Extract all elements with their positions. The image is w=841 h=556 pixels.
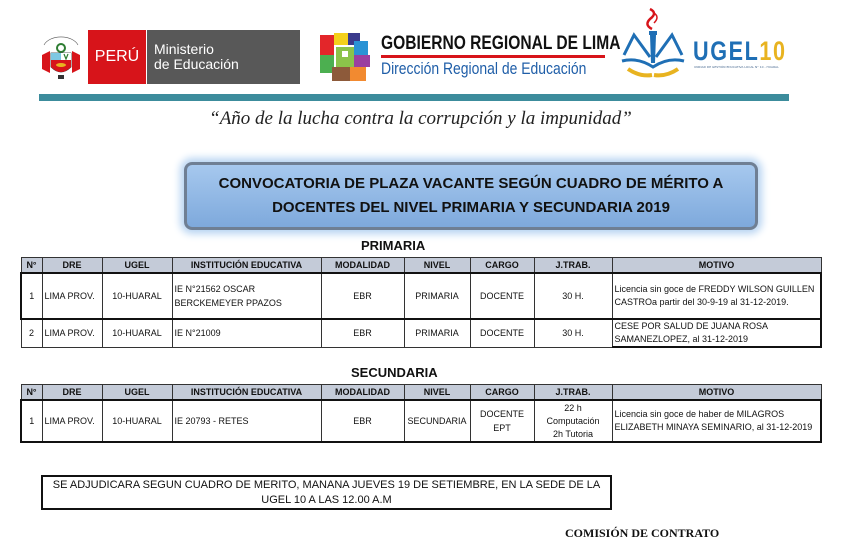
- cell-cargo: DOCENTE: [470, 319, 534, 347]
- ugel-logo-text: [693, 36, 787, 67]
- ministry-line2: de Educación: [154, 56, 239, 72]
- announcement-title-box: [184, 162, 758, 230]
- peru-coat-of-arms-icon: [38, 33, 84, 83]
- cell-jtrab: [534, 400, 612, 442]
- notice-line2: UGEL 10 A LAS 12.00 A.M: [261, 494, 392, 506]
- commission-signature: COMISIÓN DE CONTRATO: [565, 526, 720, 540]
- cell-jtrab: 30 H.: [534, 319, 612, 347]
- ugel-number: 10: [759, 36, 787, 66]
- cell-modalidad: EBR: [321, 400, 404, 442]
- cell-nivel: SECUNDARIA: [404, 400, 470, 442]
- cell-number: 1: [21, 400, 42, 442]
- table-row: [21, 273, 821, 319]
- table-header-row: [21, 258, 821, 274]
- cell-cargo: [470, 400, 534, 442]
- cell-motivo: CESE POR SALUD DE JUANA ROSA SAMANEZLOPEZ, al 31-12-2019: [612, 319, 821, 347]
- cell-number: 2: [21, 319, 42, 347]
- notice-line1: SE ADJUDICARA SEGUN CUADRO DE MERITO, MANANA JUEVES 19 DE SETIEMBRE, EN LA SEDE DE LA: [52, 479, 601, 491]
- cell-dre: LIMA PROV.: [42, 273, 102, 319]
- primaria-section-title: PRIMARIA: [361, 238, 426, 253]
- cell-ugel: 10-HUARAL: [102, 319, 172, 347]
- col-header-number: N°: [21, 385, 42, 401]
- col-header-institution: INSTITUCIÓN EDUCATIVA: [172, 385, 321, 401]
- col-header-number: N°: [21, 258, 42, 274]
- col-header-nivel: NIVEL: [404, 258, 470, 274]
- col-header-institution: INSTITUCIÓN EDUCATIVA: [172, 258, 321, 274]
- col-header-modalidad: MODALIDAD: [321, 385, 404, 401]
- cell-motivo: Licencia sin goce de FREDDY WILSON GUILLEN CASTROa partir del 30-9-19 al 31-12-2019.: [612, 273, 821, 319]
- jtrab-line2: Computación: [546, 415, 600, 426]
- jtrab-line3: 2h Tutoria: [552, 428, 594, 439]
- col-header-cargo: CARGO: [470, 385, 534, 401]
- col-header-modalidad: MODALIDAD: [321, 258, 404, 274]
- col-header-motivo: MOTIVO: [612, 258, 821, 274]
- col-header-cargo: CARGO: [470, 258, 534, 274]
- regional-government-logo-icon: [318, 31, 372, 83]
- ugel-small-text: UNIDAD DE GESTIÓN EDUCATIVA LOCAL N° 10 - HUARAL: [694, 65, 779, 69]
- col-header-jtrab: J.TRAB.: [534, 258, 612, 274]
- cell-ugel: 10-HUARAL: [102, 273, 172, 319]
- ministry-line1: Ministerio: [154, 41, 214, 57]
- cargo-line1: DOCENTE: [479, 409, 524, 419]
- cell-nivel: PRIMARIA: [404, 319, 470, 347]
- col-header-jtrab: J.TRAB.: [534, 385, 612, 401]
- cell-number: 1: [21, 273, 42, 319]
- regional-government-subtitle: Dirección Regional de Educación: [381, 59, 587, 78]
- cell-cargo: DOCENTE: [470, 273, 534, 319]
- col-header-dre: DRE: [42, 258, 102, 274]
- title-line2: DOCENTES DEL NIVEL PRIMARIA Y SECUNDARIA 2019: [272, 199, 670, 216]
- col-header-ugel: UGEL: [102, 385, 172, 401]
- cell-modalidad: EBR: [321, 273, 404, 319]
- col-header-ugel: UGEL: [102, 258, 172, 274]
- peru-label: PERÚ: [94, 48, 140, 65]
- jtrab-line1: 22 h: [564, 402, 582, 413]
- table-header-row: [21, 385, 821, 401]
- cell-dre: LIMA PROV.: [42, 400, 102, 442]
- cargo-line2: EPT: [493, 423, 511, 433]
- cell-ugel: 10-HUARAL: [102, 400, 172, 442]
- adjudication-notice: [41, 475, 612, 510]
- col-header-motivo: MOTIVO: [612, 385, 821, 401]
- cell-modalidad: EBR: [321, 319, 404, 347]
- primaria-table: [20, 257, 822, 348]
- col-header-nivel: NIVEL: [404, 385, 470, 401]
- table-row: [21, 319, 821, 347]
- title-line1: CONVOCATORIA DE PLAZA VACANTE SEGÚN CUADRO DE MÉRITO A: [218, 175, 724, 192]
- cell-institution: IE N°21009: [172, 319, 321, 347]
- table-row: [21, 400, 821, 442]
- col-header-dre: DRE: [42, 385, 102, 401]
- ministry-logo-box: [147, 30, 300, 84]
- secundaria-section-title: SECUNDARIA: [351, 365, 438, 380]
- cell-dre: LIMA PROV.: [42, 319, 102, 347]
- cell-institution: IE N°21562 OSCAR BERCKEMEYER PPAZOS: [172, 273, 321, 319]
- cell-jtrab: 30 H.: [534, 273, 612, 319]
- cell-motivo: Licencia sin goce de haber de MILAGROS ELIZABETH MINAYA SEMINARIO, al 31-12-2019: [612, 400, 821, 442]
- regional-government-divider: [381, 55, 605, 58]
- peru-logo-box: [88, 30, 146, 84]
- secundaria-table: [20, 384, 822, 443]
- cell-nivel: PRIMARIA: [404, 273, 470, 319]
- regional-government-title: GOBIERNO REGIONAL DE LIMA: [381, 33, 621, 54]
- cell-institution: IE 20793 - RETES: [172, 400, 321, 442]
- ugel-label: UGEL: [693, 36, 760, 66]
- header-divider: [39, 94, 789, 101]
- year-motto: “Año de la lucha contra la corrupción y la impunidad”: [209, 108, 632, 129]
